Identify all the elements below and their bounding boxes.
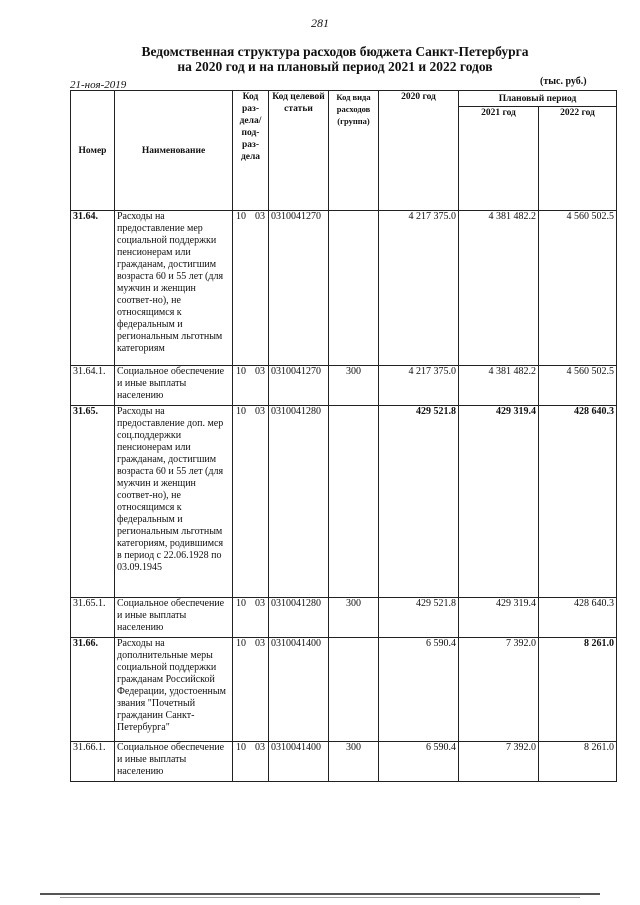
row-target-code: 0310041400 (269, 742, 329, 782)
table-row (71, 742, 617, 782)
row-2022: 428 640.3 (539, 598, 617, 638)
row-name: Социальное обеспечение и иные выплаты населению (115, 366, 233, 406)
row-2021: 4 381 482.2 (459, 211, 539, 366)
table-row (71, 406, 617, 598)
row-2020: 429 521.8 (379, 598, 459, 638)
row-target-code: 0310041400 (269, 638, 329, 742)
row-number: 31.65.1. (71, 598, 115, 638)
document-date: 21-ноя-2019 (70, 79, 127, 91)
row-2020: 4 217 375.0 (379, 211, 459, 366)
bottom-rule-thin (60, 897, 580, 898)
row-name: Социальное обеспечение и иные выплаты населению (115, 742, 233, 782)
row-section-code: 10 03 (233, 211, 269, 366)
row-2022: 4 560 502.5 (539, 366, 617, 406)
row-target-code: 0310041280 (269, 598, 329, 638)
table-row (71, 598, 617, 638)
budget-table (70, 90, 617, 782)
row-expense-type: 300 (329, 598, 379, 638)
row-number: 31.66. (71, 638, 115, 742)
row-target-code: 0310041280 (269, 406, 329, 598)
row-2022: 8 261.0 (539, 742, 617, 782)
row-2020: 4 217 375.0 (379, 366, 459, 406)
row-number: 31.64.1. (71, 366, 115, 406)
header-section-code: Код раз- дела/ под- раз- дела (233, 91, 269, 211)
row-2021: 7 392.0 (459, 638, 539, 742)
row-target-code: 0310041270 (269, 366, 329, 406)
row-number: 31.64. (71, 211, 115, 366)
document-title (110, 44, 560, 74)
row-number: 31.65. (71, 406, 115, 598)
header-number: Номер (71, 91, 115, 211)
row-section-code: 10 03 (233, 638, 269, 742)
row-section-code: 10 03 (233, 366, 269, 406)
header-2022: 2022 год (539, 107, 617, 211)
row-number: 31.66.1. (71, 742, 115, 782)
table-row (71, 211, 617, 366)
row-2020: 6 590.4 (379, 638, 459, 742)
header-target-code: Код целевой статьи (269, 91, 329, 211)
row-2021: 429 319.4 (459, 406, 539, 598)
units-label: (тыс. руб.) (540, 76, 587, 87)
row-name: Расходы на предоставление мер социальной поддержки пенсионерам или гражданам, достигшим возраста 60 и 55 лет (для мужчин и женщин соответ-но), не относящимся к федеральным и региональным льготным категориям (115, 211, 233, 366)
row-name: Расходы на предоставление доп. мер соц.поддержки пенсионерам или гражданам, достигшим возраста 60 и 55 лет (для мужчин и женщин соответ-но), не относящимся к федеральным и региональным льготным категориям, родившимся в период с 22.06.1928 по 03.09.1945 (115, 406, 233, 598)
header-planned-period: Плановый период (459, 91, 617, 107)
header-expense-type: Код вида расходов (группа) (329, 91, 379, 211)
header-name: Наименование (115, 91, 233, 211)
row-2021: 4 381 482.2 (459, 366, 539, 406)
row-2020: 429 521.8 (379, 406, 459, 598)
row-expense-type: 300 (329, 742, 379, 782)
table-row (71, 366, 617, 406)
title-line-1: Ведомственная структура расходов бюджета Санкт-Петербурга (141, 44, 529, 59)
row-2022: 4 560 502.5 (539, 211, 617, 366)
page-number: 281 (311, 16, 329, 30)
row-section-code: 10 03 (233, 742, 269, 782)
row-section-code: 10 03 (233, 406, 269, 598)
row-2022: 8 261.0 (539, 638, 617, 742)
header-2021: 2021 год (459, 107, 539, 211)
row-expense-type: 300 (329, 366, 379, 406)
row-name: Расходы на дополнительные меры социальной поддержки гражданам Российской Федерации, удостоенным звания "Почетный гражданин Санкт-Петербурга" (115, 638, 233, 742)
row-2021: 7 392.0 (459, 742, 539, 782)
row-section-code: 10 03 (233, 598, 269, 638)
row-expense-type (329, 211, 379, 366)
row-expense-type (329, 406, 379, 598)
row-2022: 428 640.3 (539, 406, 617, 598)
header-2020: 2020 год (379, 91, 459, 211)
row-expense-type (329, 638, 379, 742)
table-row (71, 638, 617, 742)
title-line-2: на 2020 год и на плановый период 2021 и 2022 годов (177, 59, 493, 74)
row-2020: 6 590.4 (379, 742, 459, 782)
row-name: Социальное обеспечение и иные выплаты населению (115, 598, 233, 638)
row-target-code: 0310041270 (269, 211, 329, 366)
row-2021: 429 319.4 (459, 598, 539, 638)
bottom-rule (40, 893, 600, 895)
